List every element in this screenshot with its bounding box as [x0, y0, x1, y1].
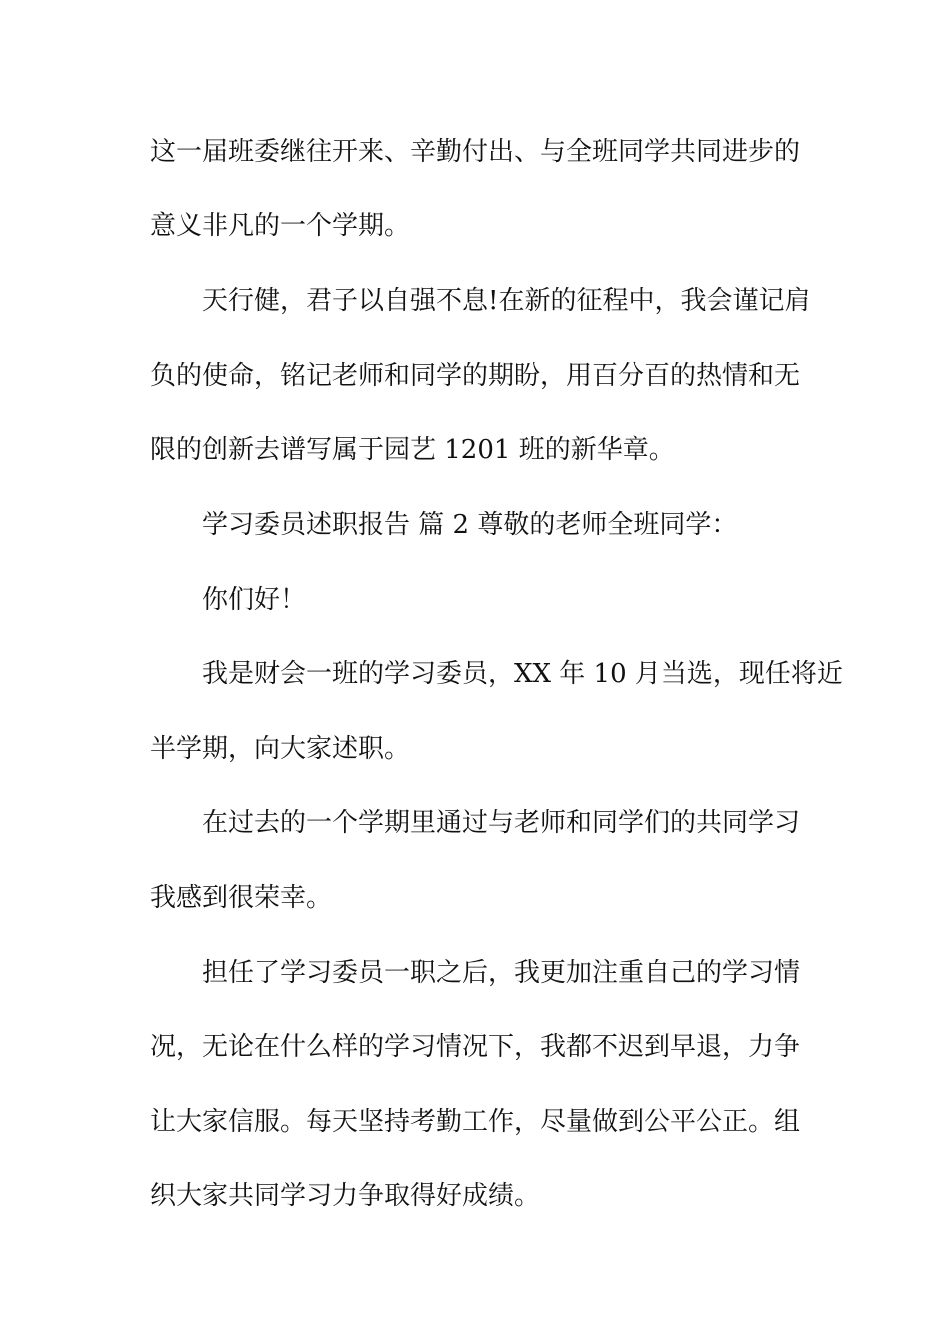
text-line-10: 在过去的一个学期里通过与老师和同学们的共同学习 [202, 808, 801, 838]
text-line-8: 我是财会一班的学习委员，XX 年 10 月当选，现任将近 [202, 659, 843, 689]
text-line-9: 半学期，向大家述职。 [150, 734, 411, 764]
text-line-15: 织大家共同学习力争取得好成绩。 [150, 1181, 541, 1211]
text-line-4: 负的使命，铭记老师和同学的期盼，用百分百的热情和无 [150, 361, 801, 391]
text-line-7: 你们好！ [202, 585, 307, 615]
text-line-1: 这一届班委继往开来、辛勤付出、与全班同学共同进步的 [150, 137, 801, 167]
text-line-13: 况，无论在什么样的学习情况下，我都不迟到早退，力争 [150, 1032, 801, 1062]
text-line-2: 意义非凡的一个学期。 [150, 211, 411, 241]
text-line-6: 学习委员述职报告 篇 2 尊敬的老师全班同学： [202, 510, 738, 540]
text-line-3: 天行健，君子以自强不息!在新的征程中，我会谨记肩 [202, 286, 811, 316]
text-line-12: 担任了学习委员一职之后，我更加注重自己的学习情 [202, 958, 801, 988]
text-line-14: 让大家信服。每天坚持考勤工作，尽量做到公平公正。组 [150, 1107, 801, 1137]
text-line-5: 限的创新去谱写属于园艺 1201 班的新华章。 [150, 435, 675, 465]
text-line-11: 我感到很荣幸。 [150, 883, 333, 913]
